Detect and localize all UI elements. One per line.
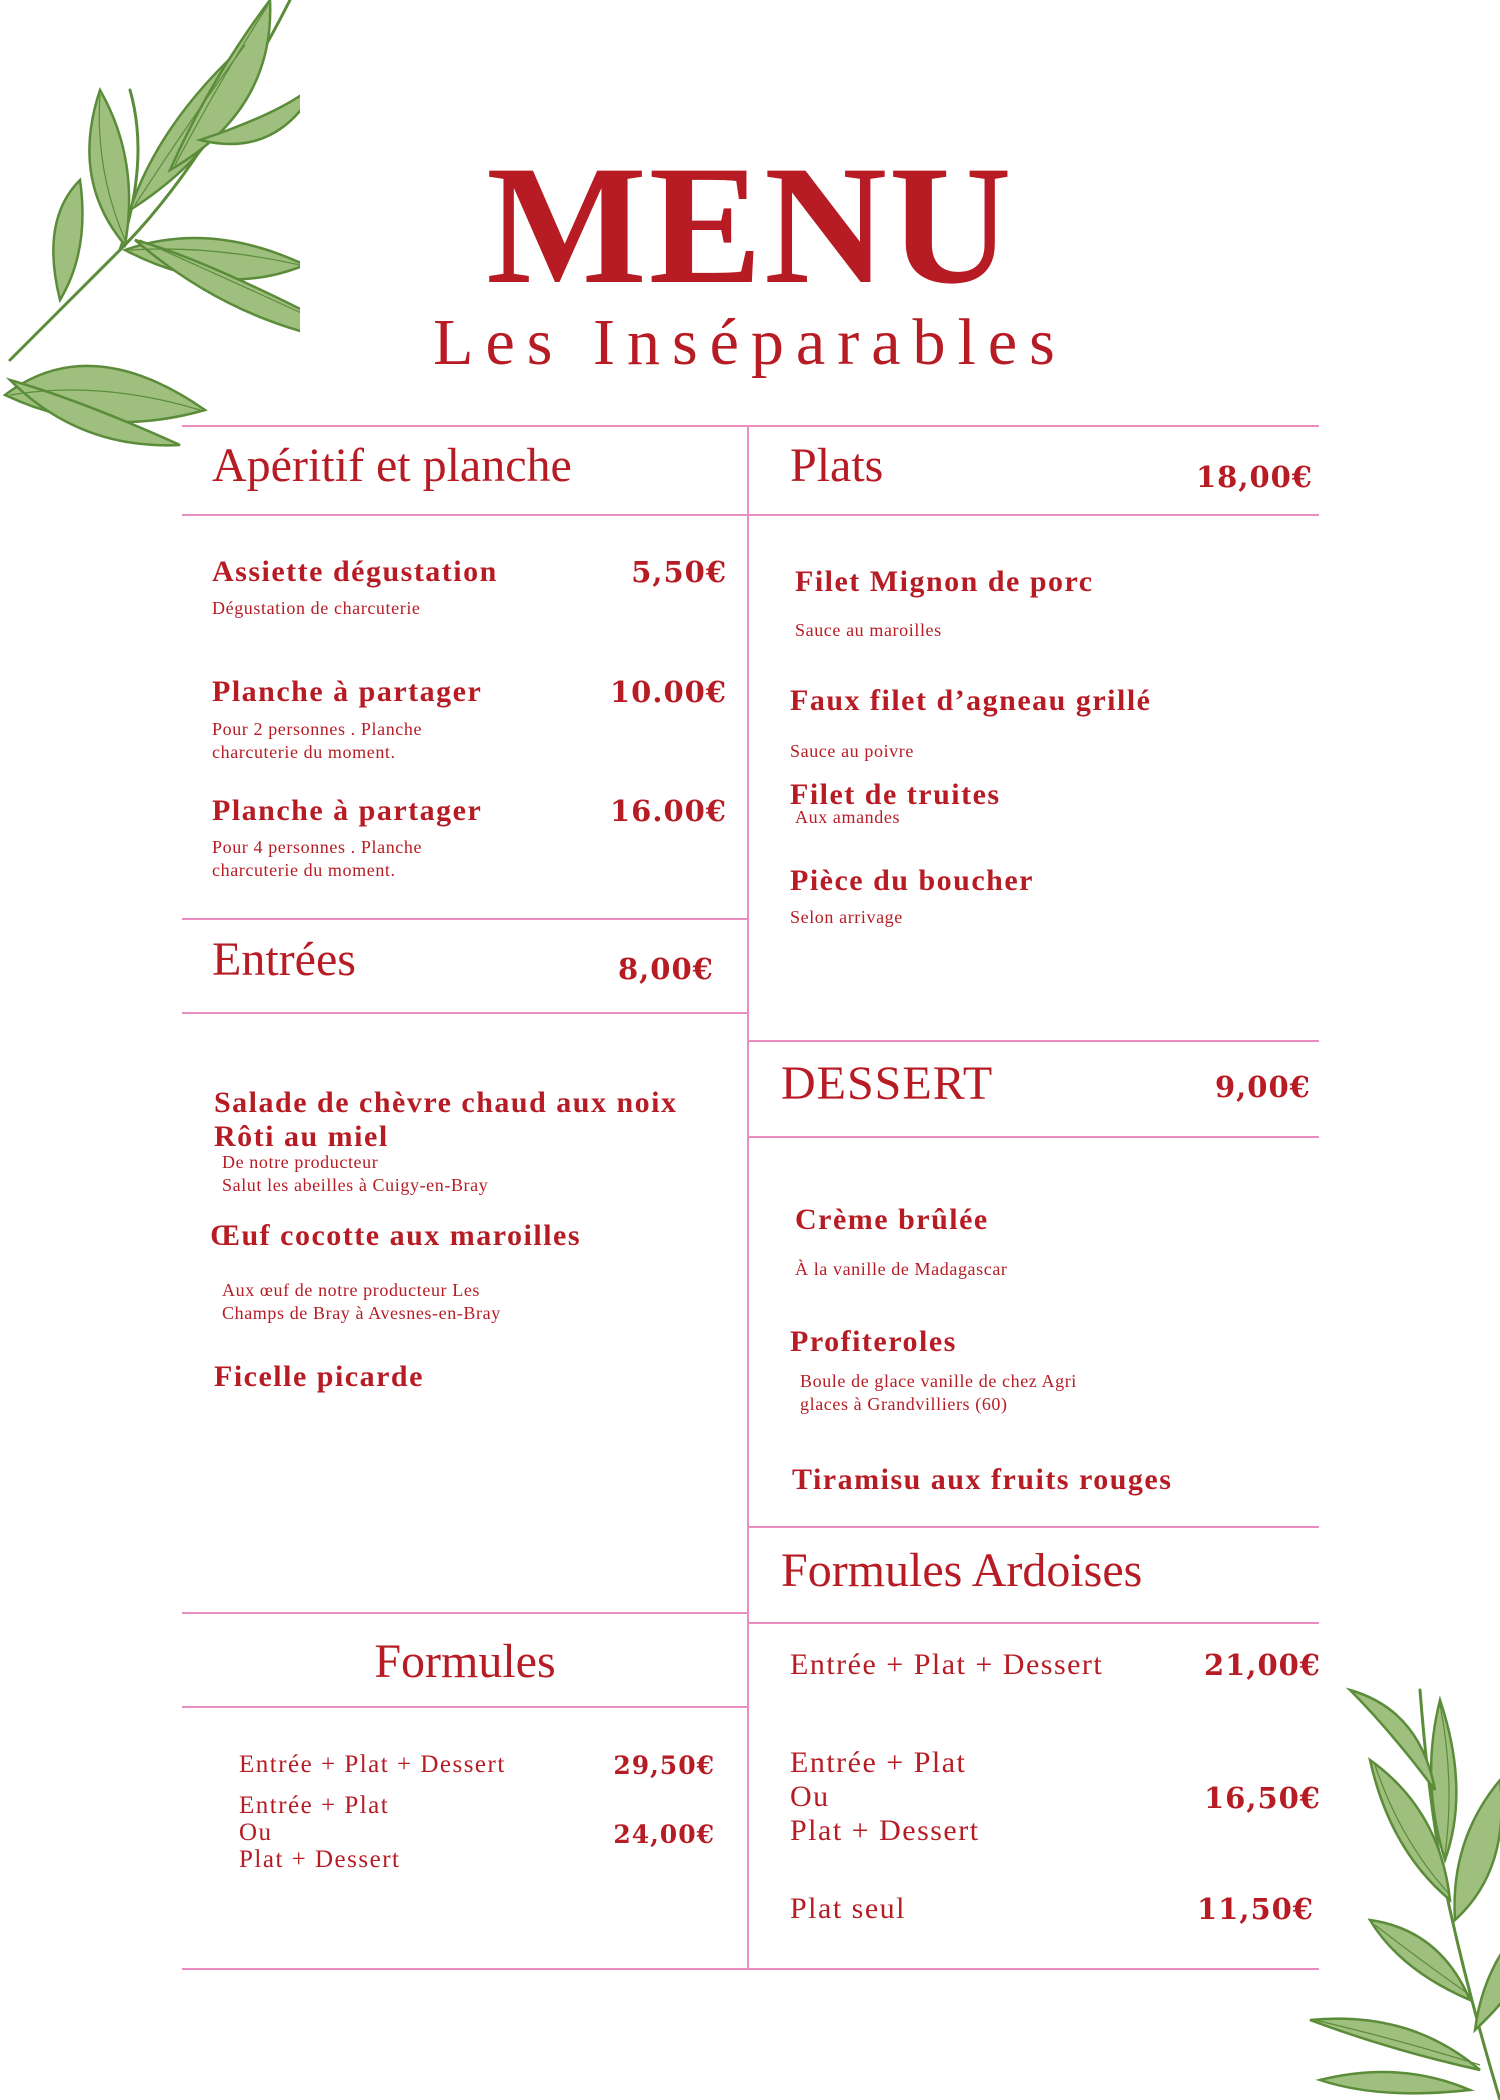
section-title-formules: Formules — [374, 1635, 556, 1688]
section-title-dessert: DESSERT — [781, 1057, 994, 1110]
menu-item-name: Assiette dégustation — [212, 555, 498, 588]
menu-item-name: Salade de chèvre chaud aux noix Rôti au miel — [214, 1086, 678, 1153]
menu-item-desc: De notre producteur Salut les abeilles à Cuigy-en-Bray — [222, 1152, 489, 1195]
section-title-ardoises: Formules Ardoises — [781, 1544, 1143, 1597]
divider-ardoises-top — [748, 1526, 1319, 1528]
divider-formules-bottom — [182, 1706, 748, 1708]
section-price-entrees: 8,00€ — [618, 952, 714, 986]
menu-item-desc: Aux œuf de notre producteur Les Champs de Bray à Avesnes-en-Bray — [222, 1280, 501, 1323]
formule-price: 29,50€ — [613, 1751, 715, 1780]
menu-item-name: Profiteroles — [790, 1325, 957, 1358]
menu-item-name: Planche à partager — [212, 675, 483, 708]
section-price-dessert: 9,00€ — [1215, 1070, 1311, 1104]
ardoise-price: 11,50€ — [1197, 1892, 1314, 1926]
menu-item-name: Œuf cocotte aux maroilles — [210, 1219, 582, 1252]
menu-item-price: 16.00€ — [610, 794, 727, 828]
column-divider — [747, 425, 749, 1968]
menu-item-name: Filet de truites — [790, 778, 1001, 811]
section-title-plats: Plats — [790, 439, 884, 492]
menu-item-price: 5,50€ — [631, 555, 727, 589]
menu-item-desc: Pour 2 personnes . Planche charcuterie du moment. — [212, 719, 423, 762]
section-title-aperitif: Apéritif et planche — [212, 439, 572, 492]
menu-item-name: Crème brûlée — [795, 1203, 989, 1236]
ardoise-label: Plat seul — [790, 1892, 906, 1925]
divider-dessert-top — [748, 1040, 1319, 1042]
divider-dessert-bottom — [748, 1136, 1319, 1138]
menu-item-name: Filet Mignon de porc — [795, 565, 1094, 598]
ardoise-price: 16,50€ — [1204, 1781, 1321, 1815]
menu-item-desc: Dégustation de charcuterie — [212, 598, 421, 618]
menu-item-desc: Aux amandes — [795, 807, 901, 827]
menu-item-name: Ficelle picarde — [214, 1360, 424, 1393]
divider-entrees-bottom — [182, 1012, 748, 1014]
formule-label: Entrée + Plat + Dessert — [239, 1751, 506, 1778]
menu-item-desc: Selon arrivage — [790, 907, 903, 927]
formule-label: Entrée + Plat Ou Plat + Dessert — [239, 1792, 401, 1873]
ardoise-price: 21,00€ — [1204, 1648, 1321, 1682]
menu-item-desc: À la vanille de Madagascar — [795, 1259, 1008, 1279]
menu-title: MENU — [486, 131, 1014, 319]
restaurant-name: Les Inséparables — [433, 306, 1067, 379]
divider-entrees-top — [182, 918, 748, 920]
divider-top — [182, 425, 1319, 427]
divider-ardoises-bottom — [748, 1622, 1319, 1624]
menu-item-desc: Pour 4 personnes . Planche charcuterie du moment. — [212, 837, 423, 880]
section-title-entrees: Entrées — [212, 933, 356, 986]
ardoise-label: Entrée + Plat + Dessert — [790, 1648, 1104, 1681]
olive-branch-bottom-right-icon — [1300, 1670, 1500, 2100]
section-price-plats: 18,00€ — [1196, 460, 1313, 494]
menu-item-name: Planche à partager — [212, 794, 483, 827]
menu-item-name: Tiramisu aux fruits rouges — [792, 1463, 1173, 1496]
ardoise-label: Entrée + Plat Ou Plat + Dessert — [790, 1746, 980, 1847]
menu-item-name: Pièce du boucher — [790, 864, 1034, 897]
menu-item-desc: Boule de glace vanille de chez Agri glaces à Grandvilliers (60) — [800, 1371, 1077, 1414]
divider-aperitif-header — [182, 514, 1319, 516]
menu-item-desc: Sauce au maroilles — [795, 620, 942, 640]
formule-price: 24,00€ — [613, 1820, 715, 1849]
divider-formules-top — [182, 1612, 748, 1614]
divider-bottom — [182, 1968, 1319, 1970]
menu-item-desc: Sauce au poivre — [790, 741, 914, 761]
menu-item-name: Faux filet d’agneau grillé — [790, 684, 1152, 717]
menu-item-price: 10.00€ — [610, 675, 727, 709]
